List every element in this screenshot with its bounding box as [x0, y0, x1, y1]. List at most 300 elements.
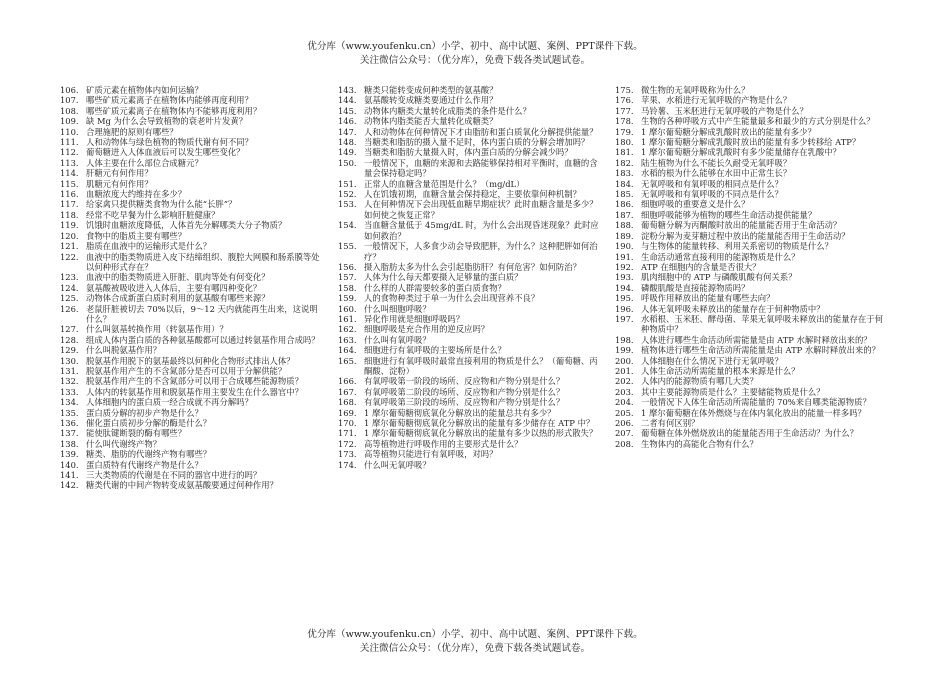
question-number: 128. [60, 334, 79, 345]
question-text: 人体内的转氨基作用和脱氨基作用主要发生在什么器官中？ [86, 386, 303, 397]
question-number: 200. [615, 355, 634, 366]
question-item [338, 408, 602, 418]
question-item [338, 199, 602, 220]
question-number: 134. [60, 397, 79, 408]
question-number: 156. [338, 261, 357, 272]
question-number: 106. [60, 85, 79, 95]
question-item [60, 199, 324, 209]
footer-line-1: 优分库（www.youfenku.cn）小学、初中、高中试题、案例、PPT课件下载。 [307, 629, 643, 640]
question-text: 经常不吃早餐为什么影响肝脏健康？ [86, 209, 220, 220]
footer-line-2: 关注微信公众号：（优分库），免费下载各类试题试卷。 [359, 642, 591, 654]
question-text: 老鼠肝脏被切去 70%以后，9～12 天内就能再生出来，这说明什么？ [86, 303, 318, 324]
question-text: 有氧呼吸第二阶段的场所、反应物和产物分别是什么？ [364, 386, 565, 397]
question-number: 183. [615, 168, 634, 179]
question-text: 当糖类和脂肪的摄入量不足时，体内蛋白质的分解会增加吗？ [364, 137, 590, 148]
question-text: 什么叫氨基转换作用（转氨基作用）？ [86, 324, 228, 335]
question-number: 114. [60, 168, 79, 179]
question-item [338, 127, 602, 137]
question-item [338, 179, 602, 189]
question-item [615, 387, 885, 397]
question-number: 147. [338, 126, 357, 137]
question-item [60, 428, 324, 438]
question-text: 正常人的血糖含量范围是什么？（mg/dL） [364, 178, 525, 189]
question-number: 126. [60, 303, 79, 314]
question-text: 能使肽键断裂的酶有哪些？ [86, 428, 187, 439]
question-text: 氨基酸转变成糖类要通过什么作用？ [364, 95, 498, 106]
question-text: 细胞呼吸的重要意义是什么？ [641, 199, 750, 210]
question-item [338, 449, 602, 459]
question-text: 高等植物进行呼吸作用的主要形式是什么？ [364, 438, 523, 449]
question-text: 蛋白质分解的初步产物是什么？ [86, 407, 203, 418]
question-number: 130. [60, 355, 79, 366]
question-number: 204. [615, 397, 634, 408]
question-text: 脱氨基作用产生的不含氮部分可以用于合成哪些能源物质？ [86, 376, 303, 387]
question-text: 糖类代谢的中间产物转变成氨基酸要通过何种作用？ [86, 480, 278, 491]
question-item [60, 283, 324, 293]
question-text: 无氧呼吸和有氧呼吸的相同点是什么？ [641, 178, 783, 189]
question-item [615, 376, 885, 386]
question-text: 人体细胞在什么情况下进行无氧呼吸？ [641, 355, 783, 366]
question-item [60, 480, 324, 490]
question-text: 食物中的脂质主要有哪些？ [86, 230, 187, 241]
question-text: 人体为什么每天都要摄入足够量的蛋白质？ [364, 272, 523, 283]
question-number: 178. [615, 116, 634, 127]
question-text: 什么叫有氧呼吸？ [364, 334, 431, 345]
question-item [60, 376, 324, 386]
question-number: 161. [338, 313, 357, 324]
question-item [60, 439, 324, 449]
question-number: 136. [60, 418, 79, 428]
question-item [60, 272, 324, 282]
question-number: 113. [60, 157, 79, 168]
question-text: 人体细胞内的蛋白质一经合成就不再分解吗？ [86, 397, 253, 408]
question-text: 无氧呼吸和有氧呼吸的不同点是什么？ [641, 189, 783, 200]
question-number: 119. [60, 220, 79, 231]
question-item [615, 127, 885, 137]
question-text: 生命活动通常直接利用的能源物质是什么？ [641, 251, 800, 262]
question-number: 164. [338, 345, 357, 356]
question-number: 143. [338, 85, 357, 95]
question-item [338, 460, 602, 470]
question-text: 陆生植物为什么不能长久耐受无氧呼吸？ [641, 157, 792, 168]
question-item [338, 387, 602, 397]
question-item [615, 345, 885, 355]
question-item [60, 158, 324, 168]
question-item [338, 95, 602, 105]
question-text: 什么样的人群需要较多的蛋白质食物？ [364, 282, 506, 293]
question-item [615, 293, 885, 303]
question-number: 124. [60, 282, 79, 293]
question-item [338, 241, 602, 262]
question-text: 水稻的根为什么能够在水田中正常生长？ [641, 168, 792, 179]
question-text: 人体无氧呼吸未释放出的能量存在于何种物质中？ [641, 303, 825, 314]
question-item [60, 116, 324, 126]
question-text: 生物的各种呼吸方式中产生能量最多和最少的方式分别是什么？ [641, 116, 875, 127]
question-item [60, 106, 324, 116]
question-item [60, 241, 324, 251]
question-number: 149. [338, 147, 357, 158]
question-number: 132. [60, 376, 79, 387]
question-text: 二者有何区别？ [641, 418, 700, 428]
question-number: 168. [338, 397, 357, 408]
question-text: 哪些矿质元素离子在植物体内能够再度利用？ [86, 95, 253, 106]
question-number: 181. [615, 147, 634, 158]
question-text: 微生物的无氧呼吸称为什么？ [641, 85, 750, 95]
question-text: 1 摩尔葡萄糖分解成乳酸时放出的能量有多少？ [641, 126, 816, 137]
question-item [338, 293, 602, 303]
question-number: 118. [60, 209, 79, 220]
question-number: 146. [338, 116, 357, 127]
question-item [60, 356, 324, 366]
question-text: 葡萄糖分解为丙酮酸时放出的能量能否用于生命活动？ [641, 220, 842, 231]
question-number: 192. [615, 261, 634, 272]
question-text: 葡萄糖进入人体血液后可以发生哪些变化？ [86, 147, 245, 158]
question-text: 动物体合成新蛋白质时利用的氨基酸有哪些来源？ [86, 293, 270, 304]
question-text: 人和动物体与绿色植物的物质代谢有何不同？ [86, 137, 253, 148]
question-column-2 [338, 85, 602, 470]
question-item [338, 116, 602, 126]
question-item [615, 220, 885, 230]
question-text: 细胞进行有氧呼吸时最常直接利用的物质是什么？（葡萄糖、丙酮酸、淀粉） [364, 355, 598, 376]
question-number: 187. [615, 209, 634, 220]
question-number: 144. [338, 95, 357, 106]
question-number: 148. [338, 137, 357, 148]
question-item [615, 179, 885, 189]
question-item [338, 262, 602, 272]
question-item [615, 85, 885, 95]
question-item [615, 210, 885, 220]
question-text: 葡萄糖在体外燃烧放出的能量能否用于生命活动？为什么？ [641, 428, 858, 439]
question-number: 140. [60, 459, 79, 470]
question-item [338, 439, 602, 449]
question-number: 117. [60, 199, 79, 210]
question-text: 脱氨基作用脱下的氨基最终以何种化合物形式排出人体？ [86, 355, 295, 366]
question-item [60, 210, 324, 220]
question-text: 1 摩尔葡萄糖彻底氧化分解放出的能量总共有多少？ [364, 407, 556, 418]
question-number: 157. [338, 272, 357, 283]
question-item [615, 189, 885, 199]
question-number: 185. [615, 189, 634, 200]
question-item [60, 335, 324, 345]
question-number: 121. [60, 241, 79, 252]
question-text: 与生物体的能量转移、利用关系密切的物质是什么？ [641, 241, 833, 252]
question-text: 人体生命活动所需能量的根本来源是什么？ [641, 365, 800, 376]
question-text: 人在何种情况下会出现低血糖早期症状？此时血糖含量是多少？如何使之恢复正常？ [364, 199, 598, 220]
question-item [338, 418, 602, 428]
question-number: 173. [338, 449, 357, 460]
question-text: 人在饥饿初期，血糖含量会保持稳定，主要依靠何种机制？ [364, 189, 581, 200]
question-number: 169. [338, 407, 357, 418]
question-number: 155. [338, 241, 357, 252]
question-item [338, 324, 602, 334]
question-text: 脂质在血液中的运输形式是什么？ [86, 241, 212, 252]
question-text: 矿质元素在植物体内如何运输？ [86, 85, 203, 95]
question-text: 细胞进行有氧呼吸的主要场所是什么？ [364, 345, 506, 356]
question-text: 人体内的能源物质有哪几大类？ [641, 376, 758, 387]
question-number: 138. [60, 438, 79, 449]
question-number: 167. [338, 386, 357, 397]
question-number: 108. [60, 105, 79, 116]
question-text: 哪些矿质元素离子在植物体内不能够再度利用？ [86, 105, 262, 116]
question-text: 什么叫细胞呼吸？ [364, 303, 431, 314]
question-number: 139. [60, 449, 79, 460]
question-item [615, 335, 885, 345]
question-text: ATP 在细胞内的含量是否很大？ [641, 261, 761, 272]
question-text: 其中主要能源物质是什么？主要储能物质是什么？ [641, 386, 825, 397]
question-item [60, 366, 324, 376]
question-text: 血液中的脂类物质进入肝脏、肌肉等处有何变化？ [86, 272, 270, 283]
question-item [60, 408, 324, 418]
question-number: 207. [615, 428, 634, 439]
question-number: 190. [615, 241, 634, 252]
question-text: 人的食物种类过于单一为什么会出现营养不良？ [364, 293, 540, 304]
question-number: 189. [615, 230, 634, 241]
question-number: 195. [615, 293, 634, 304]
question-item [338, 335, 602, 345]
question-number: 186. [615, 199, 634, 210]
question-text: 水稻根、玉米胚、酵母菌、苹果无氧呼吸未释放出的能量存在于何种物质中？ [641, 313, 883, 335]
question-item [615, 158, 885, 168]
question-text: 动物体内糖类大量转化成脂类的条件是什么？ [364, 105, 531, 116]
question-text: 肌肉细胞中的 ATP 与磷酸肌酸有何关系？ [641, 272, 797, 283]
question-item [60, 304, 324, 325]
question-text: 有氧呼吸第一阶段的场所、反应物和产物分别是什么？ [364, 376, 565, 387]
question-text: 人体主要在什么部位合成糖元？ [86, 157, 203, 168]
question-number: 152. [338, 189, 357, 200]
question-text: 当糖类和脂肪大量摄入时，体内蛋白质的分解会减少吗？ [364, 147, 573, 158]
question-number: 171. [338, 428, 357, 439]
question-number: 201. [615, 365, 634, 376]
question-text: 催化蛋白质初步分解的酶是什么？ [86, 418, 212, 428]
question-number: 129. [60, 345, 79, 356]
question-number: 166. [338, 376, 357, 387]
question-number: 191. [615, 251, 634, 262]
question-number: 202. [615, 376, 634, 387]
question-item [338, 304, 602, 314]
question-number: 122. [60, 251, 79, 262]
question-item [60, 252, 324, 273]
question-item [60, 231, 324, 241]
question-number: 123. [60, 272, 79, 283]
question-item [615, 231, 885, 241]
header-line-1: 优分库（www.youfenku.cn）小学、初中、高中试题、案例、PPT课件下载。 [307, 41, 643, 52]
question-item [615, 106, 885, 116]
question-number: 116. [60, 189, 79, 200]
question-number: 120. [60, 230, 79, 241]
question-text: 1 摩尔葡萄糖分解成乳酸时有多少能量储存在乳酸中？ [641, 147, 841, 158]
question-number: 184. [615, 178, 634, 189]
question-item [338, 428, 602, 438]
question-item [615, 439, 885, 449]
question-item [615, 272, 885, 282]
question-number: 177. [615, 105, 634, 116]
question-text: 人和动物体在何种情况下才由脂肪和蛋白质氧化分解提供能量？ [364, 126, 598, 137]
question-item [60, 449, 324, 459]
question-text: 1 摩尔葡萄糖彻底氧化分解放出的能量有多少以热的形式散失？ [364, 428, 598, 439]
question-text: 苹果、水稻进行无氧呼吸的产物是什么？ [641, 95, 792, 106]
question-item [60, 460, 324, 470]
question-number: 206. [615, 418, 634, 428]
question-number: 203. [615, 386, 634, 397]
question-item [60, 220, 324, 230]
question-item [60, 324, 324, 334]
question-item [338, 137, 602, 147]
question-text: 氨基酸被吸收进入人体后，主要有哪四种变化？ [86, 282, 262, 293]
question-text: 肌糖元有何作用？ [86, 178, 153, 189]
question-number: 174. [338, 459, 357, 470]
question-number: 151. [338, 178, 357, 189]
question-item [615, 241, 885, 251]
question-text: 什么叫无氧呼吸？ [364, 459, 431, 470]
question-item [60, 418, 324, 428]
question-number: 182. [615, 157, 634, 168]
page-footer [0, 628, 950, 655]
question-item [615, 418, 885, 428]
question-number: 158. [338, 282, 357, 293]
question-number: 199. [615, 345, 634, 356]
question-item [338, 397, 602, 407]
question-item [338, 314, 602, 324]
question-text: 当血糖含量低于 45mg/dL 时，为什么会出现昏迷现象？此时应如何救治？ [364, 220, 599, 241]
question-text: 植物体进行哪些生命活动所需能量是由 ATP 水解时释放出来的？ [641, 345, 880, 356]
question-number: 208. [615, 438, 634, 449]
question-number: 159. [338, 293, 357, 304]
question-number: 176. [615, 95, 634, 106]
question-text: 生物体内的高能化合物有什么？ [641, 438, 758, 449]
question-number: 180. [615, 137, 634, 148]
question-item [338, 147, 602, 157]
question-text: 三大类物质的代谢是在不同的器官中进行的吗？ [86, 470, 262, 481]
question-item [60, 147, 324, 157]
question-number: 165. [338, 355, 357, 366]
question-item [338, 283, 602, 293]
question-text: 细胞呼吸是充合作用的逆反应吗？ [364, 324, 490, 335]
question-text: 呼吸作用释放出的能量有哪些去向？ [641, 293, 775, 304]
question-number: 137. [60, 428, 79, 439]
question-number: 145. [338, 105, 357, 116]
question-text: 一般情况下，人多食少动会导致肥胖，为什么？这种肥胖如何治疗？ [364, 241, 598, 262]
question-item [615, 356, 885, 366]
question-item [60, 470, 324, 480]
question-text: 一般情况下，血糖的来源和去路能够保持相对平衡时，血糖的含量会保持稳定吗？ [364, 157, 598, 179]
question-text: 淀粉分解为麦芽糖过程中放出的能量能否用于生命活动？ [641, 230, 850, 241]
question-item [60, 387, 324, 397]
question-item [60, 95, 324, 105]
question-number: 109. [60, 116, 79, 127]
question-item [338, 220, 602, 241]
question-number: 127. [60, 324, 79, 335]
question-number: 188. [615, 220, 634, 231]
question-number: 198. [615, 334, 634, 345]
question-number: 111. [60, 137, 79, 148]
question-text: 一般情况下人体生命活动所需能量的 70%来自哪类能源物质？ [641, 397, 871, 408]
question-item [615, 147, 885, 157]
question-number: 110. [60, 126, 79, 137]
question-text: 组成人体内蛋白质的各种氨基酸都可以通过转氨基作用合成吗？ [86, 334, 320, 345]
question-item [338, 106, 602, 116]
question-item [60, 179, 324, 189]
question-text: 1 摩尔葡萄糖分解成乳酸时放出的能量有多少转移给 ATP？ [641, 137, 861, 148]
question-text: 异化作用就是细胞呼吸吗？ [364, 313, 465, 324]
question-text: 糖类只能转变成何种类型的氨基酸？ [364, 85, 498, 95]
question-item [615, 366, 885, 376]
question-text: 有氧呼吸第三阶段的场所、反应物和产物分别是什么？ [364, 397, 565, 408]
question-number: 193. [615, 272, 634, 283]
question-number: 162. [338, 324, 357, 335]
question-text: 马铃薯、玉米胚进行无氧呼吸的产物是什么？ [641, 105, 808, 116]
question-item [615, 428, 885, 438]
question-item [338, 158, 602, 179]
question-number: 170. [338, 418, 357, 428]
question-text: 1 摩尔葡萄糖在体外燃烧与在体内氧化放出的能量一样多吗？ [641, 407, 866, 418]
question-text: 摄入脂肪太多为什么会引起脂肪肝？有何危害？如何防治？ [364, 261, 581, 272]
question-item [60, 127, 324, 137]
question-number: 197. [615, 313, 634, 324]
question-number: 175. [615, 85, 634, 95]
question-item [615, 262, 885, 272]
question-text: 血糖浓度大约维持在多少？ [86, 189, 187, 200]
question-text: 糖类、脂肪的代谢终产物有哪些？ [86, 449, 212, 460]
question-text: 磷酸肌酸是直接能源物质吗？ [641, 282, 750, 293]
question-number: 135. [60, 407, 79, 418]
question-item [615, 304, 885, 314]
question-number: 125. [60, 293, 79, 304]
question-text: 高等植物只能进行有氧呼吸，对吗？ [364, 449, 498, 460]
question-text: 什么叫脱氨基作用？ [86, 345, 162, 356]
question-item [60, 85, 324, 95]
question-number: 115. [60, 178, 79, 189]
question-item [615, 408, 885, 418]
question-text: 1 摩尔葡萄糖彻底氧化分解放出的能量有多少储存在 ATP 中？ [364, 418, 595, 428]
question-number: 194. [615, 282, 634, 293]
question-number: 133. [60, 386, 79, 397]
question-text: 脱氨基作用产生的不含氮部分是否可以用于分解供能？ [86, 365, 287, 376]
question-text: 什么叫代谢终产物？ [86, 438, 162, 449]
question-number: 154. [338, 220, 357, 231]
question-item [60, 293, 324, 303]
question-number: 153. [338, 199, 357, 210]
question-number: 160. [338, 303, 357, 314]
question-number: 163. [338, 334, 357, 345]
question-item [615, 199, 885, 209]
question-item [60, 168, 324, 178]
question-text: 血液中的脂类物质进入皮下结缔组织、腹腔大网膜和肠系膜等处以何种形式存在？ [86, 251, 320, 272]
question-item [338, 356, 602, 377]
question-text: 人体进行哪些生命活动所需能量是由 ATP 水解时释放出来的？ [641, 334, 872, 345]
question-text: 合理施肥的原则有哪些？ [86, 126, 178, 137]
header-line-2: 关注微信公众号：（优分库），免费下载各类试题试卷。 [359, 54, 591, 66]
question-text: 缺 Mg 为什么会导致植物的衰老叶片发黄？ [86, 116, 248, 127]
question-text: 细胞呼吸能够为植物的哪些生命活动提供能量？ [641, 209, 817, 220]
question-column-3 [615, 85, 885, 449]
question-number: 179. [615, 126, 634, 137]
question-item [615, 397, 885, 407]
question-item [615, 283, 885, 293]
question-text: 饥饿时血糖浓度降低，人体首先分解哪类大分子物质？ [86, 220, 287, 231]
question-number: 172. [338, 438, 357, 449]
question-item [615, 95, 885, 105]
question-number: 112. [60, 147, 79, 158]
page-header [0, 40, 950, 67]
question-item [615, 314, 885, 335]
question-item [615, 116, 885, 126]
question-text: 蛋白质特有代谢终产物是什么？ [86, 459, 203, 470]
question-number: 142. [60, 480, 79, 491]
question-item [615, 252, 885, 262]
question-item [60, 397, 324, 407]
question-number: 107. [60, 95, 79, 106]
question-item [615, 137, 885, 147]
